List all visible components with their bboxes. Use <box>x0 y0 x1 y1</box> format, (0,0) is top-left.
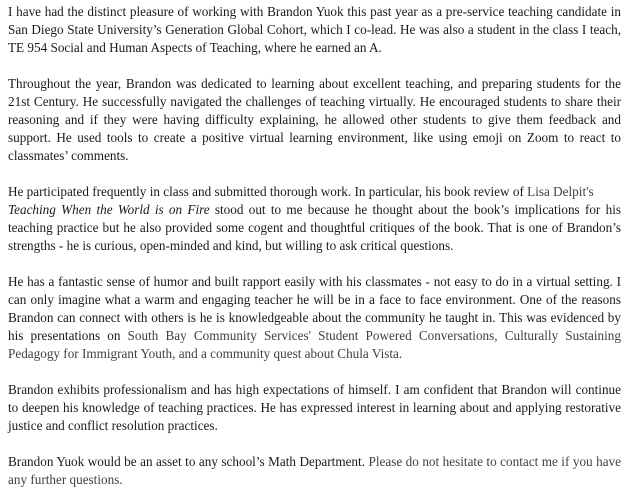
presentation-titles: South Bay Community Services' Student Powered Conversations, Culturally Sustaining Pedagogy for Immigrant Youth, and a community quest about Chula Vista. <box>8 328 621 361</box>
paragraph-participation <box>8 183 621 255</box>
participation-text-end: stood out to me because he thought about the book’s implications for his teaching practice but he also provided some cogent and thoughtful critiques of the book. That is one of Brandon’s strengths - he is curious, open-minded and kind, but willing to ask critical questions. <box>8 202 621 253</box>
recommendation-letter <box>8 3 621 489</box>
contact-invitation: Please do not hesitate to contact me if you have any further questions. <box>8 454 622 487</box>
closing-text: Brandon Yuok would be an asset to any school’s Math Department. <box>8 454 369 469</box>
paragraph-rapport <box>8 273 621 363</box>
paragraph-dedication: Throughout the year, Brandon was dedicated to learning about excellent teaching, and preparing students for the 21st Century. He successfully navigated the challenges of teaching virtually. He encouraged students to share their reasoning and if they were having difficulty explaining, he allowed other students to give them feedback and support. He used tools to create a positive virtual learning environment, like using emoji on Zoom to react to classmates’ comments. <box>8 76 621 163</box>
rapport-text: He has a fantastic sense of humor and built rapport easily with his classmates - not easy to do in a virtual setting. I can only imagine what a warm and engaging teacher he will be in a face to face environment. One of the reasons Brandon can connect with others is he is knowledgeable about the community he taught in. This was evidenced by his presentations on <box>8 274 621 343</box>
participation-text-start: He participated frequently in class and submitted thorough work. In particular, his book review of <box>8 184 528 199</box>
book-title: Teaching When the World is on Fire <box>8 202 210 217</box>
book-author: Lisa Delpit's <box>527 184 594 199</box>
paragraph-closing <box>8 453 621 489</box>
paragraph-professionalism: Brandon exhibits professionalism and has high expectations of himself. I am confident that Brandon will continue to deepen his knowledge of teaching practices. He has expressed interest in learning about and applying restorative justice and conflict resolution practices. <box>8 382 621 433</box>
paragraph-introduction: I have had the distinct pleasure of working with Brandon Yuok this past year as a pre-service teaching candidate in San Diego State University’s Generation Global Cohort, which I co-lead. He was also a student in the class I teach, TE 954 Social and Human Aspects of Teaching, where he earned an A. <box>8 4 621 55</box>
